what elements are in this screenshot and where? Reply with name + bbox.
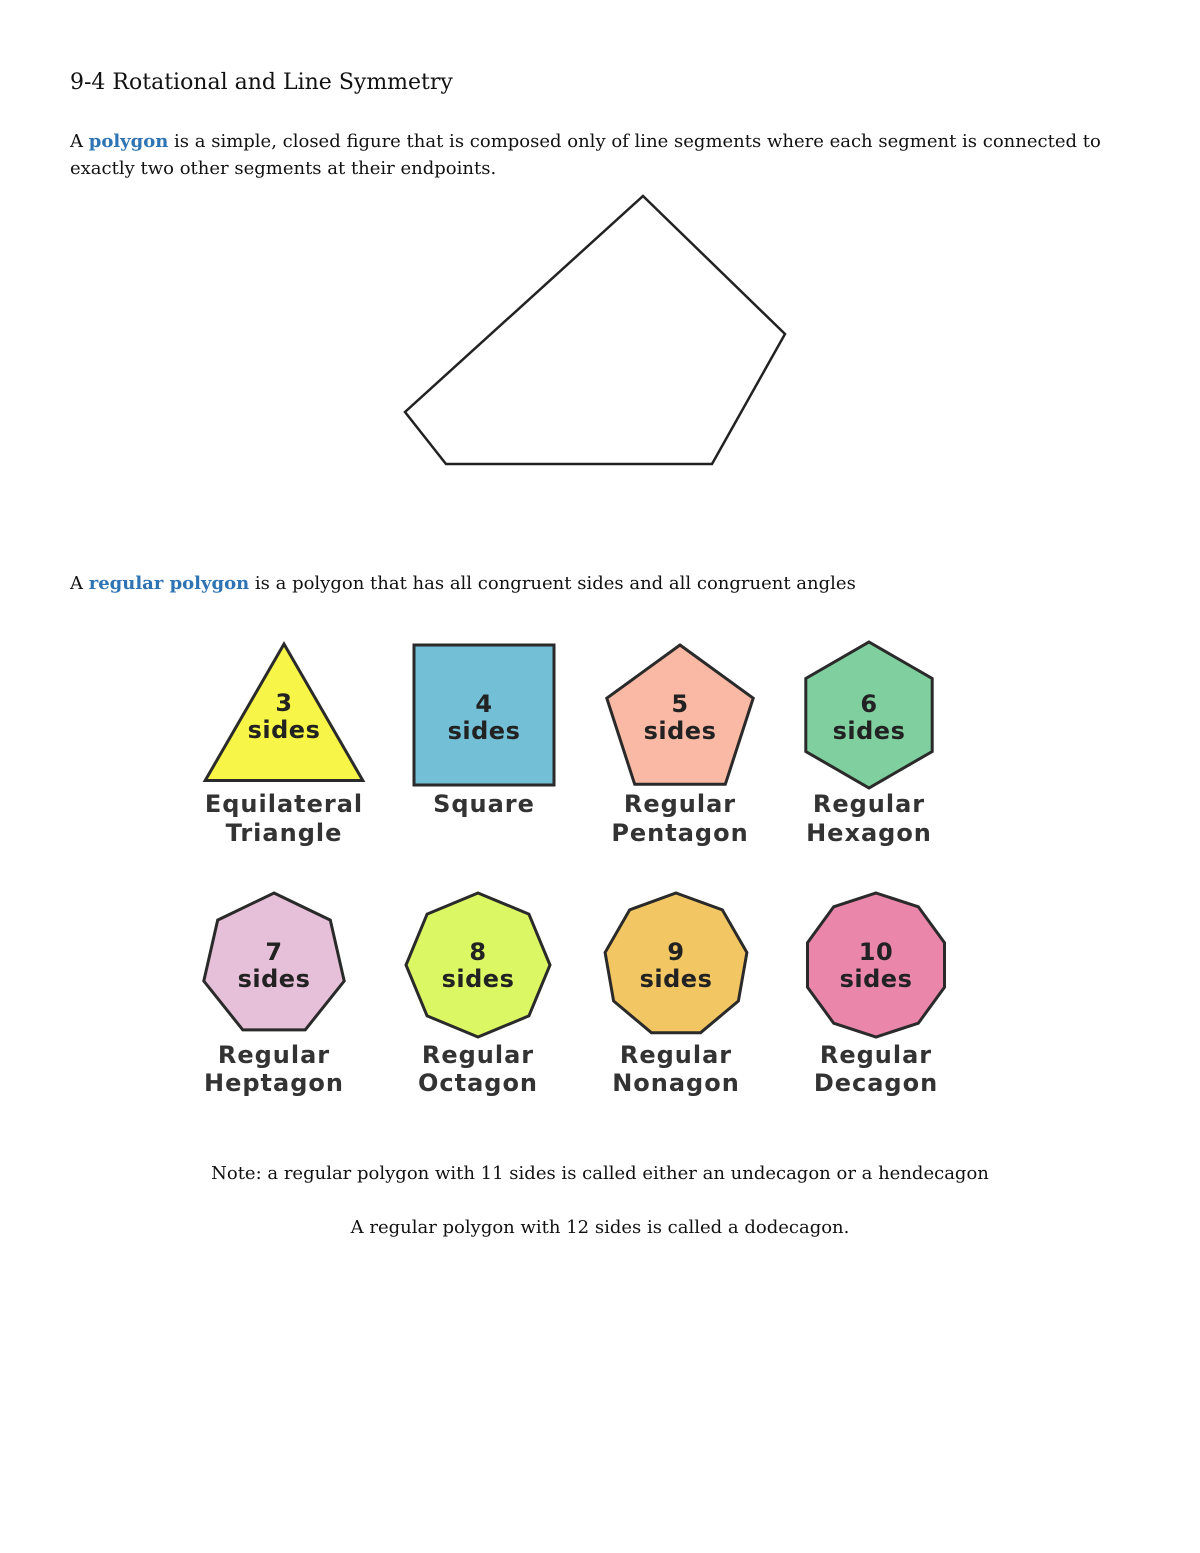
sides-label: sides bbox=[639, 965, 713, 993]
polygon-name-line2: Hexagon bbox=[806, 819, 932, 847]
side-count: 3 bbox=[275, 689, 293, 717]
polygon-item-5-sides bbox=[607, 645, 753, 847]
definition-prefix: A bbox=[70, 573, 89, 594]
polygon-item-8-sides bbox=[406, 893, 550, 1097]
note-undecagon: Note: a regular polygon with 11 sides is called either an undecagon or a hendecagon bbox=[211, 1163, 989, 1184]
polygon-item-6-sides bbox=[806, 642, 932, 847]
polygon-item-4-sides bbox=[414, 645, 554, 818]
polygon-name-line1: Regular bbox=[623, 790, 737, 818]
side-count: 5 bbox=[671, 690, 689, 718]
note-dodecagon: A regular polygon with 12 sides is called a dodecagon. bbox=[350, 1217, 850, 1238]
polygon-name-line2: Nonagon bbox=[612, 1069, 740, 1097]
polygon-name-line2: Heptagon bbox=[204, 1069, 344, 1097]
sides-label: sides bbox=[839, 965, 913, 993]
polygon-item-7-sides bbox=[204, 893, 344, 1097]
side-count: 7 bbox=[265, 938, 283, 966]
sides-label: sides bbox=[643, 717, 717, 745]
side-count: 9 bbox=[667, 938, 685, 966]
definition-text: is a polygon that has all congruent sides and all congruent angles bbox=[249, 573, 856, 594]
polygon-name-line1: Regular bbox=[217, 1041, 331, 1069]
polygon-name-line1: Regular bbox=[421, 1041, 535, 1069]
polygon-name-line1: Regular bbox=[819, 1041, 933, 1069]
sides-label: sides bbox=[247, 716, 321, 744]
page-title: 9-4 Rotational and Line Symmetry bbox=[70, 70, 453, 95]
side-count: 4 bbox=[475, 690, 493, 718]
polygon-name-line1: Equilateral bbox=[204, 790, 364, 818]
term-regular-polygon: regular polygon bbox=[88, 573, 250, 594]
side-count: 8 bbox=[469, 938, 487, 966]
polygon-item-10-sides bbox=[808, 893, 945, 1097]
polygon-name-line1: Square bbox=[433, 790, 535, 818]
definition-text: is a simple, closed figure that is composed only of line segments where each segment is connected to exactly two other segments at their endpoints. bbox=[70, 131, 1101, 179]
polygon-item-3-sides bbox=[205, 644, 363, 847]
term-polygon: polygon bbox=[88, 131, 169, 152]
definition-prefix: A bbox=[70, 131, 89, 152]
polygon-name-line1: Regular bbox=[619, 1041, 733, 1069]
sides-label: sides bbox=[447, 717, 521, 745]
polygon-name-line1: Regular bbox=[812, 790, 926, 818]
sides-label: sides bbox=[441, 965, 515, 993]
polygon-name-line2: Octagon bbox=[417, 1069, 539, 1097]
polygon-name-line2: Decagon bbox=[813, 1069, 939, 1097]
sides-label: sides bbox=[832, 717, 906, 745]
polygon-item-9-sides bbox=[605, 893, 747, 1097]
side-count: 6 bbox=[860, 690, 878, 718]
sides-label: sides bbox=[237, 965, 311, 993]
polygon-name-line2: Triangle bbox=[225, 819, 343, 847]
polygon-name-line2: Pentagon bbox=[611, 819, 749, 847]
side-count: 10 bbox=[858, 938, 894, 966]
